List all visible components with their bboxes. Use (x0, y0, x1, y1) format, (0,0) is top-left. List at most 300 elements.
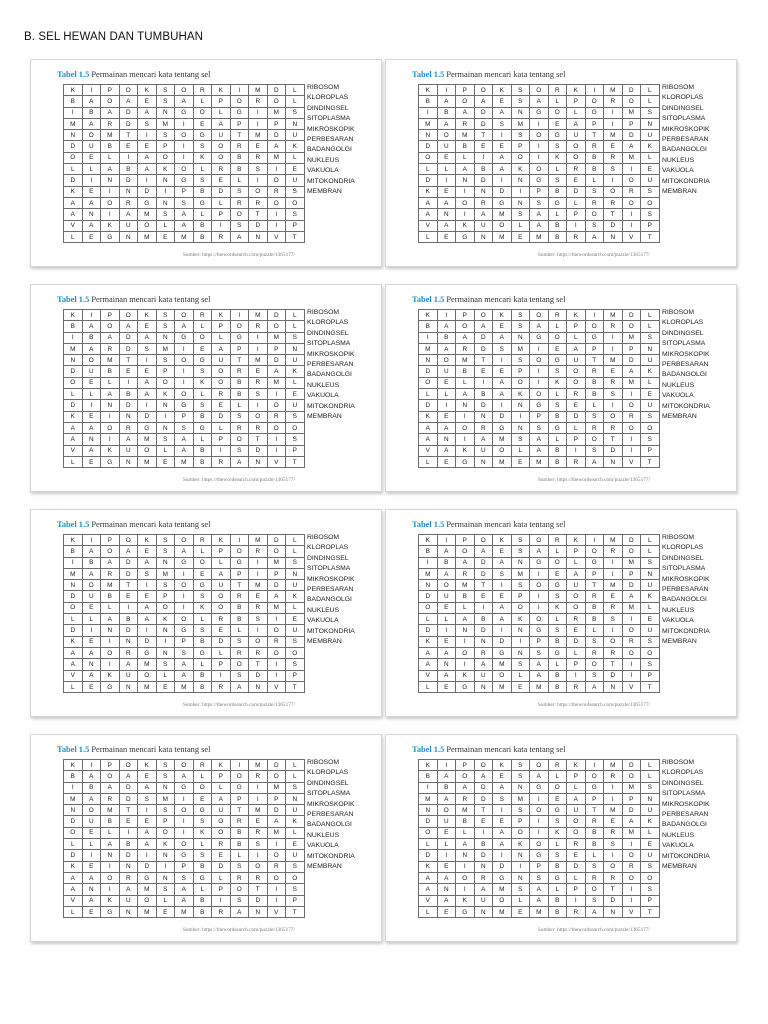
grid-cell: I (530, 119, 549, 130)
grid-cell: L (641, 771, 660, 782)
grid-cell: I (212, 446, 231, 457)
grid-cell: A (175, 96, 194, 107)
grid-cell: S (231, 637, 250, 648)
grid-cell: D (64, 141, 83, 152)
grid-cell: A (438, 896, 457, 907)
grid-cell: P (530, 862, 549, 873)
word-list-item: RIBOSOM (662, 534, 695, 541)
grid-cell: R (586, 873, 605, 884)
grid-cell: A (120, 884, 139, 895)
table-label: Tabel 1.5 (57, 295, 90, 304)
grid-cell: A (101, 614, 120, 625)
grid-cell: I (604, 850, 623, 861)
grid-cell: K (194, 828, 213, 839)
grid-cell: D (120, 850, 139, 861)
grid-cell: P (101, 85, 120, 96)
grid-cell: T (475, 805, 494, 816)
grid-cell: R (249, 648, 268, 659)
grid-cell: I (567, 671, 586, 682)
grid-cell: O (231, 321, 250, 332)
grid-cell: A (419, 209, 438, 220)
grid-cell: U (120, 221, 139, 232)
grid-cell: U (475, 446, 494, 457)
grid-cell: I (231, 760, 250, 771)
grid-cell: O (549, 558, 568, 569)
page-heading: B. SEL HEWAN DAN TUMBUHAN (24, 31, 204, 43)
grid-cell: N (83, 659, 102, 670)
word-list-item: PERBESARAN (307, 136, 354, 144)
grid-cell: N (419, 580, 438, 591)
grid-cell: R (604, 198, 623, 209)
grid-cell: I (101, 659, 120, 670)
grid-cell: U (286, 580, 305, 591)
grid-cell: E (512, 232, 531, 243)
grid-cell: O (268, 198, 287, 209)
grid-cell: L (231, 175, 250, 186)
word-search-grid (418, 759, 660, 918)
grid-cell: R (549, 85, 568, 96)
word-list (307, 533, 355, 647)
grid-cell: O (194, 783, 213, 794)
grid-cell: S (157, 580, 176, 591)
grid-cell: B (586, 828, 605, 839)
grid-cell: I (530, 153, 549, 164)
grid-cell: I (101, 884, 120, 895)
source-citation: Sumber: https://thewordsearch.com/puzzle/1365177/ (537, 702, 650, 708)
card-title (412, 295, 565, 304)
grid-cell: B (456, 366, 475, 377)
grid-cell: A (419, 423, 438, 434)
card-title (57, 70, 210, 79)
grid-cell: L (567, 198, 586, 209)
grid-cell: I (623, 389, 642, 400)
grid-cell: A (493, 333, 512, 344)
grid-cell: S (157, 805, 176, 816)
grid-cell: N (604, 682, 623, 693)
grid-cell: S (157, 546, 176, 557)
grid-cell: T (586, 580, 605, 591)
grid-cell: L (194, 884, 213, 895)
grid-cell: T (604, 884, 623, 895)
grid-cell: E (512, 682, 531, 693)
grid-cell: S (249, 389, 268, 400)
grid-cell: R (120, 648, 139, 659)
grid-cell: L (641, 85, 660, 96)
grid-cell: A (475, 884, 494, 895)
grid-cell: E (138, 96, 157, 107)
grid-cell: M (268, 333, 287, 344)
grid-cell: L (419, 457, 438, 468)
grid-cell: S (641, 209, 660, 220)
grid-cell: B (549, 457, 568, 468)
grid-cell: O (157, 603, 176, 614)
grid-cell: U (286, 355, 305, 366)
grid-cell: A (231, 682, 250, 693)
grid-cell: L (83, 839, 102, 850)
grid-cell: N (641, 119, 660, 130)
grid-cell: I (83, 85, 102, 96)
grid-cell: P (157, 591, 176, 602)
grid-cell: R (212, 457, 231, 468)
grid-cell: P (231, 119, 250, 130)
grid-cell: I (175, 378, 194, 389)
grid-cell: O (64, 828, 83, 839)
grid-cell: A (83, 671, 102, 682)
grid-cell: I (530, 591, 549, 602)
grid-cell: L (456, 378, 475, 389)
grid-cell: D (120, 344, 139, 355)
grid-cell: N (456, 175, 475, 186)
grid-cell: S (512, 805, 531, 816)
grid-cell: S (138, 569, 157, 580)
grid-cell: P (175, 187, 194, 198)
grid-cell: S (586, 896, 605, 907)
grid-cell: N (157, 333, 176, 344)
grid-cell: O (623, 873, 642, 884)
grid-cell: I (64, 108, 83, 119)
grid-cell: I (101, 209, 120, 220)
grid-cell: O (512, 153, 531, 164)
grid-cell: E (438, 862, 457, 873)
grid-cell: D (120, 175, 139, 186)
grid-cell: M (138, 434, 157, 445)
grid-cell: R (604, 873, 623, 884)
word-list-item: SITOPLASMA (307, 340, 351, 348)
grid-cell: B (231, 603, 250, 614)
grid-cell: D (64, 366, 83, 377)
grid-cell: O (456, 198, 475, 209)
grid-cell: M (64, 569, 83, 580)
grid-cell: D (268, 580, 287, 591)
grid-cell: E (549, 569, 568, 580)
grid-cell: P (641, 221, 660, 232)
grid-cell: A (475, 96, 494, 107)
grid-cell: R (249, 198, 268, 209)
word-list-item: VAKUOLA (307, 842, 339, 850)
grid-cell: M (604, 760, 623, 771)
grid-cell: P (567, 771, 586, 782)
grid-cell: P (157, 366, 176, 377)
word-list-item: DINDINGSEL (662, 329, 704, 337)
grid-cell: R (456, 569, 475, 580)
grid-cell: O (567, 591, 586, 602)
grid-cell: O (175, 760, 194, 771)
grid-cell: E (512, 457, 531, 468)
word-list-item: NUKLEUS (662, 606, 695, 614)
grid-cell: G (175, 783, 194, 794)
grid-cell: L (549, 839, 568, 850)
grid-cell: G (175, 175, 194, 186)
grid-cell: A (438, 221, 457, 232)
grid-cell: L (641, 153, 660, 164)
grid-cell: O (231, 209, 250, 220)
grid-cell: E (83, 187, 102, 198)
grid-cell: A (138, 164, 157, 175)
grid-cell: R (268, 412, 287, 423)
grid-cell: N (475, 412, 494, 423)
grid-cell: L (419, 389, 438, 400)
grid-cell: I (530, 378, 549, 389)
grid-cell: M (623, 828, 642, 839)
grid-cell: G (456, 457, 475, 468)
grid-cell: R (212, 164, 231, 175)
grid-cell: K (286, 141, 305, 152)
grid-cell: O (120, 760, 139, 771)
grid-cell: A (120, 434, 139, 445)
grid-cell: S (157, 321, 176, 332)
word-list-item: NUKLEUS (662, 831, 695, 839)
grid-cell: K (549, 378, 568, 389)
grid-cell: S (194, 141, 213, 152)
grid-cell: L (641, 535, 660, 546)
grid-cell: T (586, 355, 605, 366)
grid-cell: G (549, 198, 568, 209)
grid-cell: I (268, 434, 287, 445)
grid-cell: I (249, 333, 268, 344)
grid-cell: E (83, 907, 102, 918)
grid-cell: R (456, 344, 475, 355)
grid-cell: D (623, 355, 642, 366)
grid-cell: U (286, 175, 305, 186)
grid-cell: A (83, 446, 102, 457)
word-list-item: PERBESARAN (662, 811, 709, 819)
grid-cell: E (83, 378, 102, 389)
grid-cell: M (175, 907, 194, 918)
grid-cell: I (268, 209, 287, 220)
grid-cell: O (175, 535, 194, 546)
grid-cell: A (493, 828, 512, 839)
grid-cell: R (623, 862, 642, 873)
grid-cell: O (623, 321, 642, 332)
grid-cell: P (623, 344, 642, 355)
grid-cell: L (286, 771, 305, 782)
word-list-item: KLOROPLAS (307, 94, 349, 102)
grid-cell: I (438, 175, 457, 186)
grid-cell: P (268, 569, 287, 580)
grid-cell: S (549, 591, 568, 602)
grid-cell: N (438, 884, 457, 895)
word-list-item: MIKROSKOPIK (307, 125, 355, 133)
grid-cell: E (157, 232, 176, 243)
grid-cell: M (493, 434, 512, 445)
grid-cell: K (101, 221, 120, 232)
grid-cell: S (175, 423, 194, 434)
grid-cell: P (175, 862, 194, 873)
grid-cell: D (120, 794, 139, 805)
word-list-item: SITOPLASMA (662, 115, 706, 123)
grid-cell: K (64, 760, 83, 771)
grid-cell: R (268, 862, 287, 873)
word-list-item: BADANGOLGI (307, 371, 352, 379)
grid-cell: E (493, 321, 512, 332)
grid-cell: U (438, 816, 457, 827)
grid-cell: L (438, 164, 457, 175)
grid-cell: L (567, 873, 586, 884)
grid-cell: M (249, 310, 268, 321)
grid-cell: I (268, 446, 287, 457)
grid-cell: I (120, 153, 139, 164)
grid-cell: L (419, 232, 438, 243)
grid-cell: I (623, 896, 642, 907)
grid-cell: M (138, 682, 157, 693)
grid-cell: L (549, 659, 568, 670)
grid-cell: A (586, 232, 605, 243)
grid-cell: O (475, 85, 494, 96)
grid-cell: D (138, 862, 157, 873)
grid-cell: N (64, 580, 83, 591)
grid-cell: E (475, 591, 494, 602)
grid-cell: L (549, 321, 568, 332)
grid-cell: S (157, 130, 176, 141)
grid-cell: I (83, 175, 102, 186)
grid-cell: I (268, 614, 287, 625)
grid-cell: E (138, 816, 157, 827)
grid-cell: O (604, 187, 623, 198)
grid-cell: S (493, 344, 512, 355)
grid-cell: L (231, 400, 250, 411)
grid-cell: M (493, 884, 512, 895)
grid-cell: E (493, 366, 512, 377)
grid-cell: R (475, 873, 494, 884)
word-list-item: MIKROSKOPIK (662, 575, 710, 583)
grid-cell: I (475, 378, 494, 389)
grid-cell: N (249, 232, 268, 243)
word-list-item: VAKUOLA (307, 392, 339, 400)
grid-cell: P (530, 187, 549, 198)
grid-cell: I (530, 569, 549, 580)
grid-cell: I (530, 828, 549, 839)
grid-cell: M (512, 569, 531, 580)
grid-cell: I (567, 896, 586, 907)
grid-cell: K (157, 389, 176, 400)
grid-cell: M (604, 535, 623, 546)
grid-cell: S (175, 873, 194, 884)
grid-cell: G (231, 108, 250, 119)
grid-cell: E (438, 682, 457, 693)
grid-cell: P (530, 412, 549, 423)
grid-cell: E (249, 816, 268, 827)
word-list-item: PERBESARAN (307, 586, 354, 594)
grid-cell: I (249, 119, 268, 130)
grid-cell: R (212, 682, 231, 693)
grid-cell: S (586, 221, 605, 232)
grid-cell: K (567, 760, 586, 771)
grid-cell: B (64, 96, 83, 107)
grid-cell: S (641, 187, 660, 198)
grid-cell: A (438, 423, 457, 434)
grid-cell: R (586, 423, 605, 434)
grid-cell: O (268, 850, 287, 861)
grid-cell: N (604, 907, 623, 918)
grid-cell: O (530, 355, 549, 366)
grid-cell: G (530, 558, 549, 569)
grid-cell: E (249, 366, 268, 377)
grid-cell: V (623, 232, 642, 243)
grid-cell: L (64, 457, 83, 468)
grid-cell: O (586, 884, 605, 895)
grid-cell: E (120, 366, 139, 377)
grid-cell: L (641, 96, 660, 107)
grid-cell: I (623, 164, 642, 175)
grid-cell: E (512, 907, 531, 918)
grid-cell: S (641, 862, 660, 873)
grid-cell: P (567, 96, 586, 107)
grid-cell: L (194, 96, 213, 107)
grid-cell: A (493, 603, 512, 614)
grid-cell: M (101, 355, 120, 366)
grid-cell: M (604, 580, 623, 591)
grid-cell: A (419, 198, 438, 209)
grid-cell: D (120, 108, 139, 119)
grid-cell: I (604, 344, 623, 355)
grid-cell: S (157, 85, 176, 96)
grid-cell: R (212, 839, 231, 850)
grid-cell: I (530, 603, 549, 614)
grid-cell: K (493, 85, 512, 96)
grid-cell: A (623, 141, 642, 152)
grid-cell: E (138, 141, 157, 152)
grid-cell: R (231, 366, 250, 377)
grid-cell: B (475, 614, 494, 625)
grid-cell: O (231, 546, 250, 557)
source-citation: Sumber: https://thewordsearch.com/puzzle/1365177/ (182, 252, 295, 258)
grid-cell: S (586, 862, 605, 873)
grid-cell: T (249, 659, 268, 670)
grid-cell: D (419, 850, 438, 861)
grid-cell: N (120, 457, 139, 468)
grid-cell: M (138, 659, 157, 670)
grid-cell: G (530, 333, 549, 344)
grid-cell: I (64, 333, 83, 344)
grid-cell: D (475, 783, 494, 794)
grid-cell: K (512, 164, 531, 175)
grid-cell: B (120, 614, 139, 625)
grid-cell: S (249, 164, 268, 175)
grid-cell: N (419, 355, 438, 366)
grid-cell: E (212, 400, 231, 411)
grid-cell: M (512, 344, 531, 355)
grid-cell: N (604, 457, 623, 468)
grid-cell: U (83, 816, 102, 827)
grid-cell: O (493, 896, 512, 907)
grid-cell: U (567, 805, 586, 816)
grid-cell: M (249, 535, 268, 546)
word-list-item: MIKROSKOPIK (307, 800, 355, 808)
grid-cell: P (101, 760, 120, 771)
grid-cell: L (64, 839, 83, 850)
grid-cell: O (231, 659, 250, 670)
grid-cell: U (438, 591, 457, 602)
grid-cell: L (64, 907, 83, 918)
grid-cell: I (604, 175, 623, 186)
grid-cell: O (456, 96, 475, 107)
grid-cell: S (286, 434, 305, 445)
grid-cell: O (268, 423, 287, 434)
grid-cell: L (194, 321, 213, 332)
word-list-item: SITOPLASMA (662, 340, 706, 348)
grid-cell: E (438, 637, 457, 648)
grid-cell: G (493, 198, 512, 209)
grid-cell: A (64, 648, 83, 659)
grid-cell: D (493, 187, 512, 198)
grid-cell: M (138, 232, 157, 243)
grid-cell: K (64, 187, 83, 198)
grid-cell: A (83, 198, 102, 209)
grid-cell: D (120, 569, 139, 580)
grid-cell: O (530, 164, 549, 175)
grid-cell: R (120, 423, 139, 434)
word-list (307, 308, 355, 422)
